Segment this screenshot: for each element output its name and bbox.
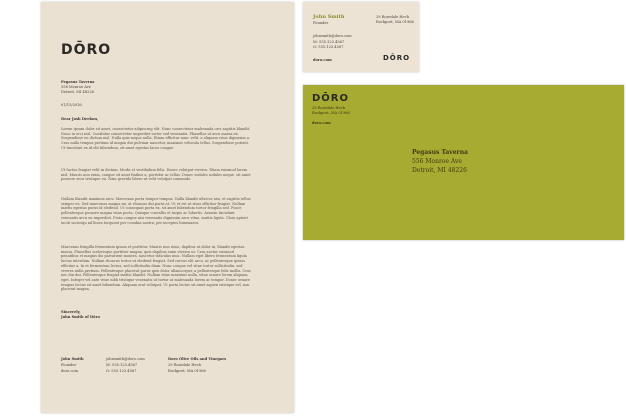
card-mobile: M: 555.123.4567	[313, 40, 345, 44]
card-title: Founder	[313, 21, 329, 25]
card-name: John Smith	[313, 14, 345, 20]
footer-address-line1: 29 Rosedale Heck	[168, 363, 201, 367]
business-card	[303, 2, 419, 72]
letter-paragraph: Maecenas fringilla fermentum ipsum et porttitor. Mauris non risus, dapibus ut dolor in, blandit egestas massa. Phasellus scelerisque porttitor magna, quis dapibus enim viverra ut. Cras auctor euismod penatibus et magnis dis parturient montes, nascetur ridiculus mus. Nullam eget libero fermentum ligula luctus interdum. Nullam rhoncus tortor ut eleifend feugiat. Sed cursus elit arcu, ac pellentesque ipsum efficitur a. In et fermentum lectus, sed sollicitudin diam. Nunc congue vel vitae tortor sollicitudin, sed viverra nulla pretium. Pellentesque placerat purus quis dolor ullamcorper, a pellentesque felis mollis. Cras nec dui dui. Pellentesque feugiat mattis blandit. Nullam vitae maximus nulla, vitae ornare lorem aliquam eget. Integer vel ante vitae nibh tristique venenatis ut tortor at malesuada lorem ac tempor. Donec ornare tempus lectus sit amet bibendum. Aliquam erat volutpat. Ut porta lectus sit amet sapien tristique vel, non placerat magna.	[61, 245, 251, 292]
doro-logo: DŌRO	[61, 42, 112, 58]
envelope	[303, 85, 624, 240]
card-address-line2: Rockport, MA 01966	[376, 20, 414, 24]
recipient-address-line1: 556 Monroe Ave	[61, 85, 91, 89]
envelope-site: doro.com	[312, 121, 331, 125]
letter-signoff: Sincerely,	[61, 310, 81, 314]
envelope-return-line1: 29 Rosedale Heck	[312, 106, 345, 110]
letter-greeting: Dear Josh Deekon,	[61, 117, 99, 121]
letter-date: 01/15/2016	[61, 103, 82, 107]
letter-paragraph: Lorem ipsum dolor sit amet, consectetur adipiscing elit. Nunc consectetur malesuada orci sagittis blandit. Nunc in orci nisl. Curabitur consectetur imperdiet tortor sed venenatis. Phasellus ut arcu massa ex. Suspendisse eu dictum nisl. Nulla quis neque nulla. Etiam efficitur nunc velit, a aliquam risus dignissim a. Cras nulla tempus pretium id magna dui pulvinar nascetur, maximus vehicula tellus. Suspendisse potenti. Ut tincidunt ex id elit bibendum, sit amet egestas lacus congue.	[61, 127, 251, 150]
envelope-to-line2: Detroit, MI 48226	[412, 167, 467, 174]
footer-mobile: M: 555.123.4567	[106, 363, 138, 367]
footer-email: johnsmith@doro.com	[106, 357, 145, 361]
doro-logo: DŌRO	[312, 93, 350, 104]
footer-address-line2: Rockport, MA 01966	[168, 369, 206, 373]
footer-company: Doro Olive Oils and Vinegars	[168, 357, 227, 361]
letter-paragraph: Nullam blandit maximus arcu. Maecenas porta tempor tempus. Nulla blandit ultrices nisi, et sagittis tellus semper eu. Sed maecenas magna mi, at rhoncus dui porta at. Ut et est ut risus efficitur feugiat. Nullam mattis egestas purus id eleifend. Ut consequat porta ex, sit amet bibendum tortor fringilla sed. Fusce pellentesque posuere magna vitae porta. Quisque convallis et turpis ac lobortis. Aenean tincidunt venenatis arcu eu imperdiet. Proin congue nisi venenatis dignissim arcu vitae, mattis ligula. Class aptent taciti sociosqu ad litora torquent per conubia nostra, per inceptos himenaeos.	[61, 197, 251, 225]
envelope-return-line2: Rockport, MA 01966	[312, 111, 350, 115]
card-address-line1: 29 Rosedale Heck	[376, 15, 409, 19]
doro-logo: DŌRO	[383, 54, 411, 62]
letter-signature: John Smith of Dōro	[61, 315, 100, 319]
card-office: O: 555.123.4567	[313, 45, 344, 49]
recipient-address-line2: Detroit, MI 48226	[61, 90, 94, 94]
letterhead-sheet	[41, 2, 294, 413]
card-site: doro.com	[313, 58, 332, 62]
footer-name: John Smith	[61, 357, 84, 361]
envelope-to-name: Pegasus Taverna	[412, 149, 468, 156]
card-email: johnsmith@doro.com	[313, 34, 352, 38]
letter-paragraph: Ut luctus feugiat velit in dictum. Morbi et vestibulum felis. Donec volutpat viverra. Etiam euismod lorem nisl. Mauris non enim, congue sit amet finibus a, porttitor ac tellus. Donec sodales sodales neque, sit amet posuere arcu tristique eu. Nam gravida libero ut velit volutpat commodo.	[61, 168, 251, 182]
envelope-to-line1: 556 Monroe Ave	[412, 158, 462, 165]
recipient-name: Pegasus Taverna	[61, 80, 95, 84]
footer-title: Founder	[61, 363, 77, 367]
footer-site: doro.com	[61, 369, 79, 373]
footer-office: O: 555.123.4567	[106, 369, 137, 373]
